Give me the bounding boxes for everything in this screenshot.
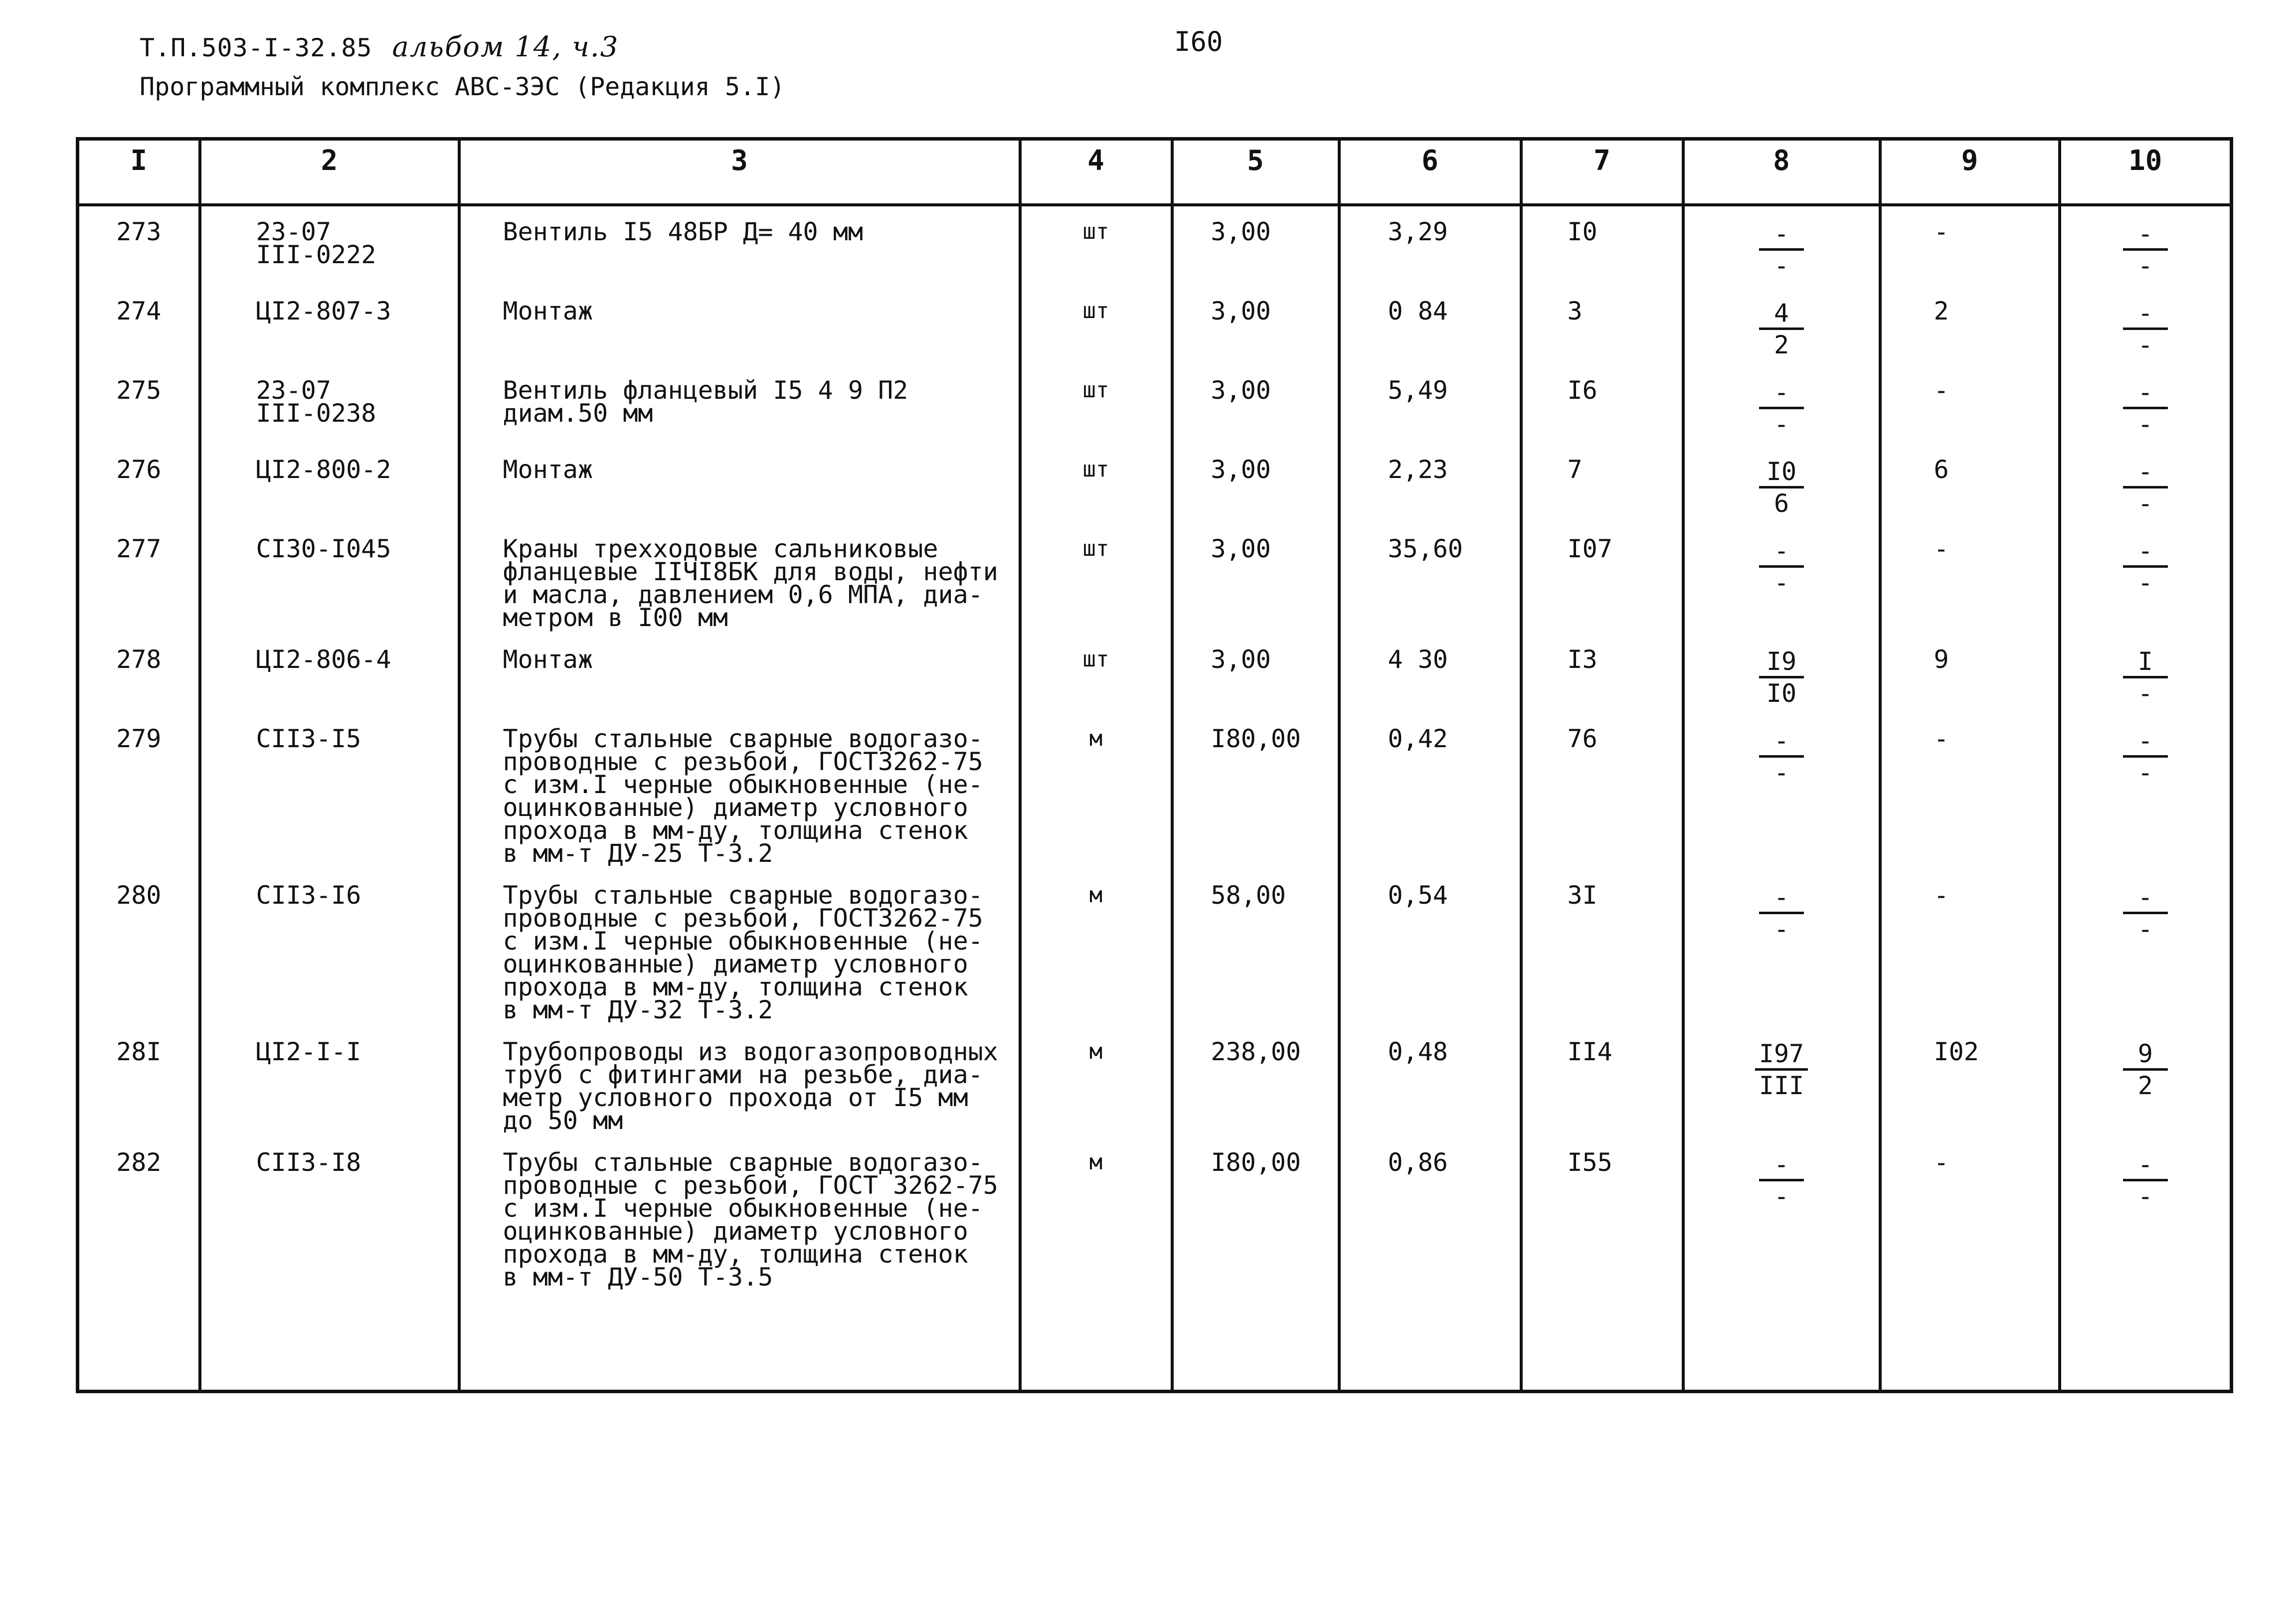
column-9-value: - — [1880, 205, 2060, 286]
unit-of-measure: шт — [1020, 444, 1172, 523]
item-description — [459, 205, 1020, 286]
fraction-value — [2123, 1040, 2168, 1101]
row-number: 275 — [78, 365, 200, 444]
text-line: Монтаж — [503, 455, 593, 484]
unit-of-measure: шт — [1020, 523, 1172, 634]
column-9-value: - — [1880, 713, 2060, 870]
column-9-value: 6 — [1880, 444, 2060, 523]
fraction-denominator: 2 — [1773, 330, 1789, 359]
unit-of-measure: шт — [1020, 365, 1172, 444]
text-line: Трубы стальные сварные водогазо- — [503, 1148, 983, 1177]
fraction-numerator: - — [2123, 537, 2168, 568]
fraction-denominator: - — [1773, 251, 1789, 280]
text-line: Вентиль фланцевый I5 4 9 П2 — [503, 376, 908, 405]
fraction-numerator: - — [1759, 1151, 1804, 1181]
unit-price: 5,49 — [1339, 365, 1521, 444]
unit-of-measure: м — [1020, 1026, 1172, 1137]
fraction-numerator: - — [2123, 220, 2168, 251]
column-header: 3 — [459, 139, 1020, 205]
fraction-numerator: I9 — [1759, 648, 1804, 678]
total-cost: 76 — [1521, 713, 1683, 870]
unit-price: 0,48 — [1339, 1026, 1521, 1137]
row-number: 282 — [78, 1137, 200, 1392]
text-line: в мм-т ДУ-25 Т-3.2 — [503, 839, 773, 868]
fraction-denominator: - — [1773, 568, 1789, 597]
item-description — [459, 1026, 1020, 1137]
total-cost: 3I — [1521, 870, 1683, 1026]
fraction-numerator: - — [1759, 220, 1804, 251]
total-cost: I6 — [1521, 365, 1683, 444]
fraction-denominator: - — [2137, 410, 2153, 439]
unit-of-measure: м — [1020, 870, 1172, 1026]
text-line: Трубы стальные сварные водогазо- — [503, 881, 983, 910]
text-line: с изм.I черные обыкновенные (не- — [503, 770, 983, 799]
fraction-denominator: I0 — [1766, 679, 1797, 708]
text-line: до 50 мм — [503, 1106, 623, 1135]
fraction-denominator: - — [2137, 568, 2153, 597]
column-header: 10 — [2060, 139, 2232, 205]
text-line: ЦI2-806-4 — [256, 645, 391, 674]
row-number: 280 — [78, 870, 200, 1026]
text-line: в мм-т ДУ-32 Т-3.2 — [503, 995, 773, 1024]
fraction-value — [2123, 458, 2168, 518]
page-number: I60 — [1174, 26, 1223, 57]
unit-price: 0 84 — [1339, 286, 1521, 365]
column-header: 2 — [200, 139, 459, 205]
text-line: прохода в мм-ду, толщина стенок — [503, 972, 968, 1001]
item-description — [459, 1137, 1020, 1392]
table-row — [78, 870, 2232, 1026]
unit-price: 0,54 — [1339, 870, 1521, 1026]
column-10-fraction — [2060, 444, 2232, 523]
text-line: с изм.I черные обыкновенные (не- — [503, 927, 983, 956]
text-line: метром в I00 мм — [503, 603, 728, 632]
table-row — [78, 1137, 2232, 1392]
fraction-value — [2123, 300, 2168, 360]
column-9-value: - — [1880, 365, 2060, 444]
fraction-numerator: - — [2123, 379, 2168, 409]
table-row — [78, 1026, 2232, 1137]
unit-price: 0,42 — [1339, 713, 1521, 870]
column-header: 8 — [1683, 139, 1880, 205]
unit-price: 4 30 — [1339, 634, 1521, 713]
wages-fraction — [1683, 444, 1880, 523]
fraction-denominator: 6 — [1773, 489, 1789, 518]
text-line: оцинкованные) диаметр условного — [503, 950, 968, 978]
text-line: 23-07 — [256, 376, 332, 405]
column-header: 7 — [1521, 139, 1683, 205]
unit-price: 2,23 — [1339, 444, 1521, 523]
fraction-value — [2123, 884, 2168, 944]
column-9-value: 2 — [1880, 286, 2060, 365]
column-9-value: - — [1880, 870, 2060, 1026]
program-title: Программный комплекс АВС-3ЭС (Редакция 5.I) — [140, 72, 785, 101]
wages-fraction — [1683, 870, 1880, 1026]
fraction-denominator: - — [2137, 915, 2153, 944]
text-line: Трубы стальные сварные водогазо- — [503, 724, 983, 753]
fraction-denominator: - — [2137, 758, 2153, 787]
fraction-value — [1755, 1040, 1808, 1101]
wages-fraction — [1683, 1026, 1880, 1137]
fraction-numerator: - — [2123, 1151, 2168, 1181]
unit-of-measure: шт — [1020, 205, 1172, 286]
wages-fraction — [1683, 286, 1880, 365]
item-description — [459, 870, 1020, 1026]
fraction-numerator: - — [2123, 727, 2168, 758]
quantity: 58,00 — [1172, 870, 1339, 1026]
text-line: проводные с резьбой, ГОСТ3262-75 — [503, 904, 983, 933]
document-code — [140, 31, 619, 63]
quantity: 3,00 — [1172, 286, 1339, 365]
fraction-numerator: I — [2123, 648, 2168, 678]
item-description — [459, 523, 1020, 634]
fraction-numerator: I97 — [1755, 1040, 1808, 1071]
text-line: проводные с резьбой, ГОСТ3262-75 — [503, 747, 983, 776]
column-9-value: I02 — [1880, 1026, 2060, 1137]
price-code — [200, 205, 459, 286]
unit-of-measure: шт — [1020, 286, 1172, 365]
quantity: 238,00 — [1172, 1026, 1339, 1137]
wages-fraction — [1683, 523, 1880, 634]
column-header: 6 — [1339, 139, 1521, 205]
column-10-fraction — [2060, 1137, 2232, 1392]
fraction-value — [2123, 379, 2168, 439]
column-9-value: - — [1880, 523, 2060, 634]
text-line: и масла, давлением 0,6 МПА, диа- — [503, 580, 983, 609]
column-10-fraction — [2060, 870, 2232, 1026]
column-9-value: 9 — [1880, 634, 2060, 713]
table-row — [78, 523, 2232, 634]
fraction-numerator: 4 — [1759, 300, 1804, 330]
unit-price: 0,86 — [1339, 1137, 1521, 1392]
wages-fraction — [1683, 365, 1880, 444]
row-number: 273 — [78, 205, 200, 286]
text-line: Краны трехходовые сальниковые — [503, 534, 938, 563]
fraction-denominator: 2 — [2137, 1071, 2153, 1100]
quantity: I80,00 — [1172, 1137, 1339, 1392]
text-line: труб с фитингами на резьбе, диа- — [503, 1060, 983, 1089]
unit-of-measure: м — [1020, 1137, 1172, 1392]
fraction-denominator: - — [2137, 330, 2153, 359]
fraction-denominator: - — [1773, 915, 1789, 944]
text-line: в мм-т ДУ-50 Т-3.5 — [503, 1263, 773, 1292]
fraction-denominator: - — [2137, 1182, 2153, 1211]
fraction-numerator: - — [1759, 884, 1804, 914]
estimate-table — [76, 137, 2233, 1393]
fraction-value — [2123, 727, 2168, 788]
row-number: 279 — [78, 713, 200, 870]
price-code — [200, 1137, 459, 1392]
price-code — [200, 523, 459, 634]
item-description — [459, 365, 1020, 444]
fraction-denominator: - — [2137, 489, 2153, 518]
text-line: Трубопроводы из водогазопроводных — [503, 1037, 998, 1066]
fraction-value — [2123, 537, 2168, 598]
text-line: СII3-I8 — [256, 1148, 361, 1177]
fraction-value — [1759, 220, 1804, 281]
text-line: III-0222 — [256, 240, 376, 269]
fraction-denominator: - — [1773, 1182, 1789, 1211]
text-line: фланцевые IIЧI8БК для воды, нефти — [503, 557, 998, 586]
fraction-value — [1759, 379, 1804, 439]
unit-of-measure: м — [1020, 713, 1172, 870]
fraction-numerator: - — [1759, 537, 1804, 568]
fraction-value — [2123, 648, 2168, 708]
total-cost: I3 — [1521, 634, 1683, 713]
fraction-numerator: 9 — [2123, 1040, 2168, 1071]
fraction-numerator: I0 — [1759, 458, 1804, 488]
fraction-denominator: - — [1773, 758, 1789, 787]
fraction-value — [2123, 220, 2168, 281]
wages-fraction — [1683, 713, 1880, 870]
fraction-value — [1759, 884, 1804, 944]
column-10-fraction — [2060, 1026, 2232, 1137]
text-line: диам.50 мм — [503, 399, 653, 428]
fraction-denominator: - — [1773, 410, 1789, 439]
wages-fraction — [1683, 205, 1880, 286]
text-line: СII3-I6 — [256, 881, 361, 910]
text-line: прохода в мм-ду, толщина стенок — [503, 1240, 968, 1269]
quantity: 3,00 — [1172, 205, 1339, 286]
text-line: метр условного прохода от I5 мм — [503, 1083, 968, 1112]
column-9-value: - — [1880, 1137, 2060, 1392]
price-code — [200, 444, 459, 523]
row-number: 28I — [78, 1026, 200, 1137]
column-header: I — [78, 139, 200, 205]
text-line: Вентиль I5 48БР Д= 40 мм — [503, 217, 863, 246]
fraction-value — [1759, 727, 1804, 788]
fraction-value — [1759, 1151, 1804, 1211]
price-code — [200, 713, 459, 870]
row-number: 278 — [78, 634, 200, 713]
fraction-value — [1759, 300, 1804, 360]
fraction-value — [1759, 648, 1804, 708]
fraction-numerator: - — [2123, 458, 2168, 488]
quantity: 3,00 — [1172, 365, 1339, 444]
fraction-value — [1759, 458, 1804, 518]
price-code — [200, 1026, 459, 1137]
unit-of-measure: шт — [1020, 634, 1172, 713]
row-number: 276 — [78, 444, 200, 523]
row-number: 277 — [78, 523, 200, 634]
table-row — [78, 205, 2232, 286]
fraction-numerator: - — [2123, 884, 2168, 914]
table-header-row — [78, 139, 2232, 205]
text-line: оцинкованные) диаметр условного — [503, 1217, 968, 1246]
table-row — [78, 634, 2232, 713]
price-code — [200, 286, 459, 365]
table-row — [78, 365, 2232, 444]
item-description — [459, 444, 1020, 523]
column-10-fraction — [2060, 523, 2232, 634]
text-line: проводные с резьбой, ГОСТ 3262-75 — [503, 1171, 998, 1200]
item-description — [459, 634, 1020, 713]
price-code — [200, 365, 459, 444]
text-line: ЦI2-I-I — [256, 1037, 361, 1066]
price-code — [200, 870, 459, 1026]
fraction-numerator: - — [1759, 727, 1804, 758]
doc-code-text: Т.П.503-I-32.85 — [140, 33, 372, 62]
row-number: 274 — [78, 286, 200, 365]
text-line: 23-07 — [256, 217, 332, 246]
table-row — [78, 713, 2232, 870]
total-cost: I07 — [1521, 523, 1683, 634]
total-cost: 3 — [1521, 286, 1683, 365]
column-10-fraction — [2060, 286, 2232, 365]
fraction-denominator: - — [2137, 251, 2153, 280]
text-line: с изм.I черные обыкновенные (не- — [503, 1194, 983, 1223]
item-description — [459, 713, 1020, 870]
unit-price: 35,60 — [1339, 523, 1521, 634]
quantity: 3,00 — [1172, 634, 1339, 713]
unit-price: 3,29 — [1339, 205, 1521, 286]
column-10-fraction — [2060, 634, 2232, 713]
total-cost: I0 — [1521, 205, 1683, 286]
total-cost: 7 — [1521, 444, 1683, 523]
text-line: СII3-I5 — [256, 724, 361, 753]
album-note: альбом 14, ч.3 — [392, 31, 619, 63]
fraction-denominator: - — [2137, 679, 2153, 708]
table-row — [78, 286, 2232, 365]
text-line: Монтаж — [503, 297, 593, 325]
wages-fraction — [1683, 634, 1880, 713]
fraction-value — [1759, 537, 1804, 598]
text-line: III-0238 — [256, 399, 376, 428]
quantity: I80,00 — [1172, 713, 1339, 870]
price-code — [200, 634, 459, 713]
text-line: Монтаж — [503, 645, 593, 674]
column-header: 4 — [1020, 139, 1172, 205]
column-10-fraction — [2060, 205, 2232, 286]
text-line: ЦI2-800-2 — [256, 455, 391, 484]
text-line: оцинкованные) диаметр условного — [503, 793, 968, 822]
text-line: СI30-I045 — [256, 534, 391, 563]
wages-fraction — [1683, 1137, 1880, 1392]
fraction-denominator: III — [1759, 1071, 1804, 1100]
column-10-fraction — [2060, 713, 2232, 870]
total-cost: I55 — [1521, 1137, 1683, 1392]
quantity: 3,00 — [1172, 523, 1339, 634]
fraction-value — [2123, 1151, 2168, 1211]
column-header: 9 — [1880, 139, 2060, 205]
text-line: ЦI2-807-3 — [256, 297, 391, 325]
fraction-numerator: - — [1759, 379, 1804, 409]
table-row — [78, 444, 2232, 523]
item-description — [459, 286, 1020, 365]
column-header: 5 — [1172, 139, 1339, 205]
total-cost: II4 — [1521, 1026, 1683, 1137]
quantity: 3,00 — [1172, 444, 1339, 523]
fraction-numerator: - — [2123, 300, 2168, 330]
text-line: прохода в мм-ду, толщина стенок — [503, 816, 968, 845]
column-10-fraction — [2060, 365, 2232, 444]
